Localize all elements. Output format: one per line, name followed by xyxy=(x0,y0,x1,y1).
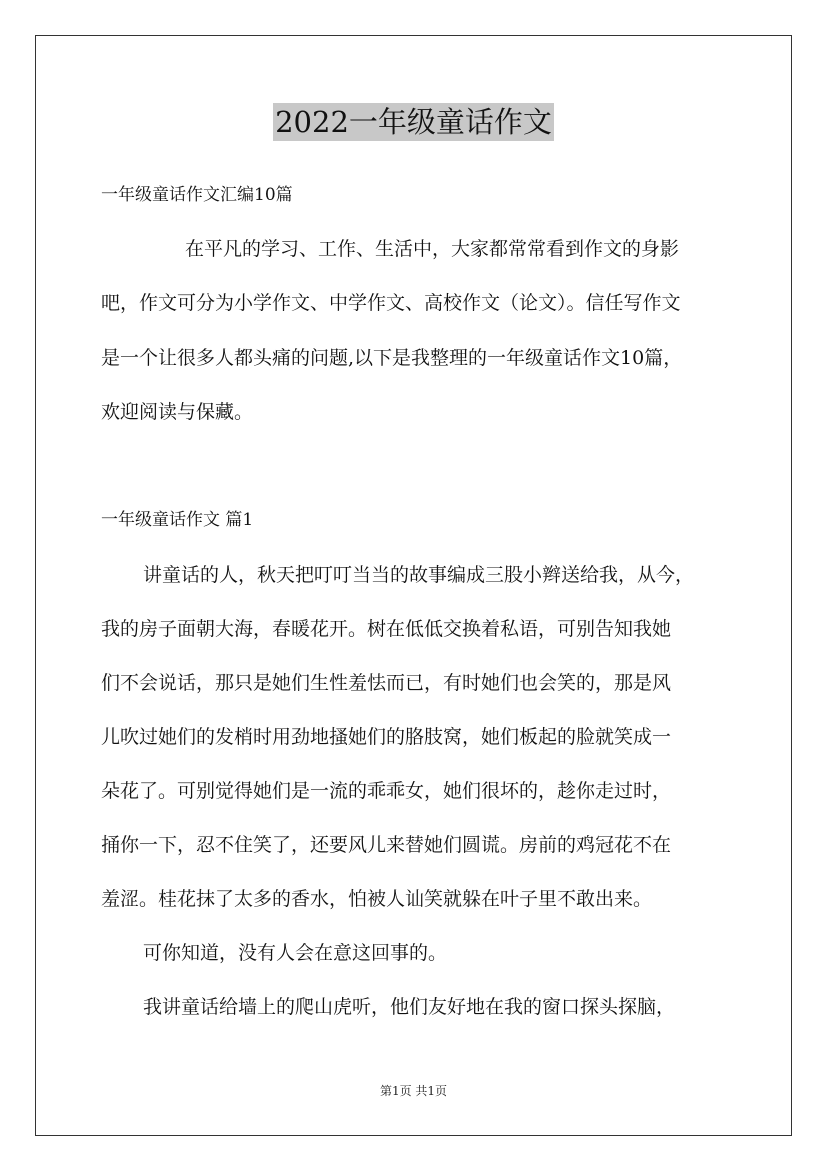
body-line-3: 们不会说话，那只是她们生性羞怯而已，有时她们也会笑的，那是风 xyxy=(101,672,672,694)
intro-line-3: 是一个让很多人都头痛的问题,以下是我整理的一年级童话作文10篇， xyxy=(101,347,683,369)
body-line-5: 朵花了。可别觉得她们是一流的乖乖女，她们很坏的，趁你走过时， xyxy=(101,780,672,802)
body-line-6: 捅你一下，忍不住笑了，还要风儿来替她们圆谎。房前的鸡冠花不在 xyxy=(101,834,672,856)
body-line-4: 儿吹过她们的发梢时用劲地搔她们的胳肢窝，她们板起的脸就笑成一 xyxy=(101,726,672,748)
body-line-9: 我讲童话给墙上的爬山虎听，他们友好地在我的窗口探头探脑， xyxy=(143,996,676,1018)
intro-line-1: 在平凡的学习、工作、生活中，大家都常常看到作文的身影 xyxy=(185,238,680,260)
document-title: 2022一年级童话作文 xyxy=(275,105,552,139)
body-line-2: 我的房子面朝大海，春暖花开。树在低低交换着私语，可别告知我她 xyxy=(101,618,672,640)
intro-line-4: 欢迎阅读与保藏。 xyxy=(101,401,254,423)
page-footer: 第1页 共1页 xyxy=(379,1084,448,1098)
body-line-7: 羞涩。桂花抹了太多的香水，怕被人讪笑就躲在叶子里不敢出来。 xyxy=(101,888,653,910)
title-container xyxy=(0,103,827,141)
document-subtitle: 一年级童话作文汇编10篇 xyxy=(101,185,293,205)
section-heading: 一年级童话作文 篇1 xyxy=(101,510,254,530)
intro-line-2: 吧，作文可分为小学作文、中学作文、高校作文（论文）。信任写作文 xyxy=(101,292,681,314)
body-line-1: 讲童话的人，秋天把叮叮当当的故事编成三股小辫送给我，从今， xyxy=(143,564,695,586)
body-line-8: 可你知道，没有人会在意这回事的。 xyxy=(143,942,448,964)
